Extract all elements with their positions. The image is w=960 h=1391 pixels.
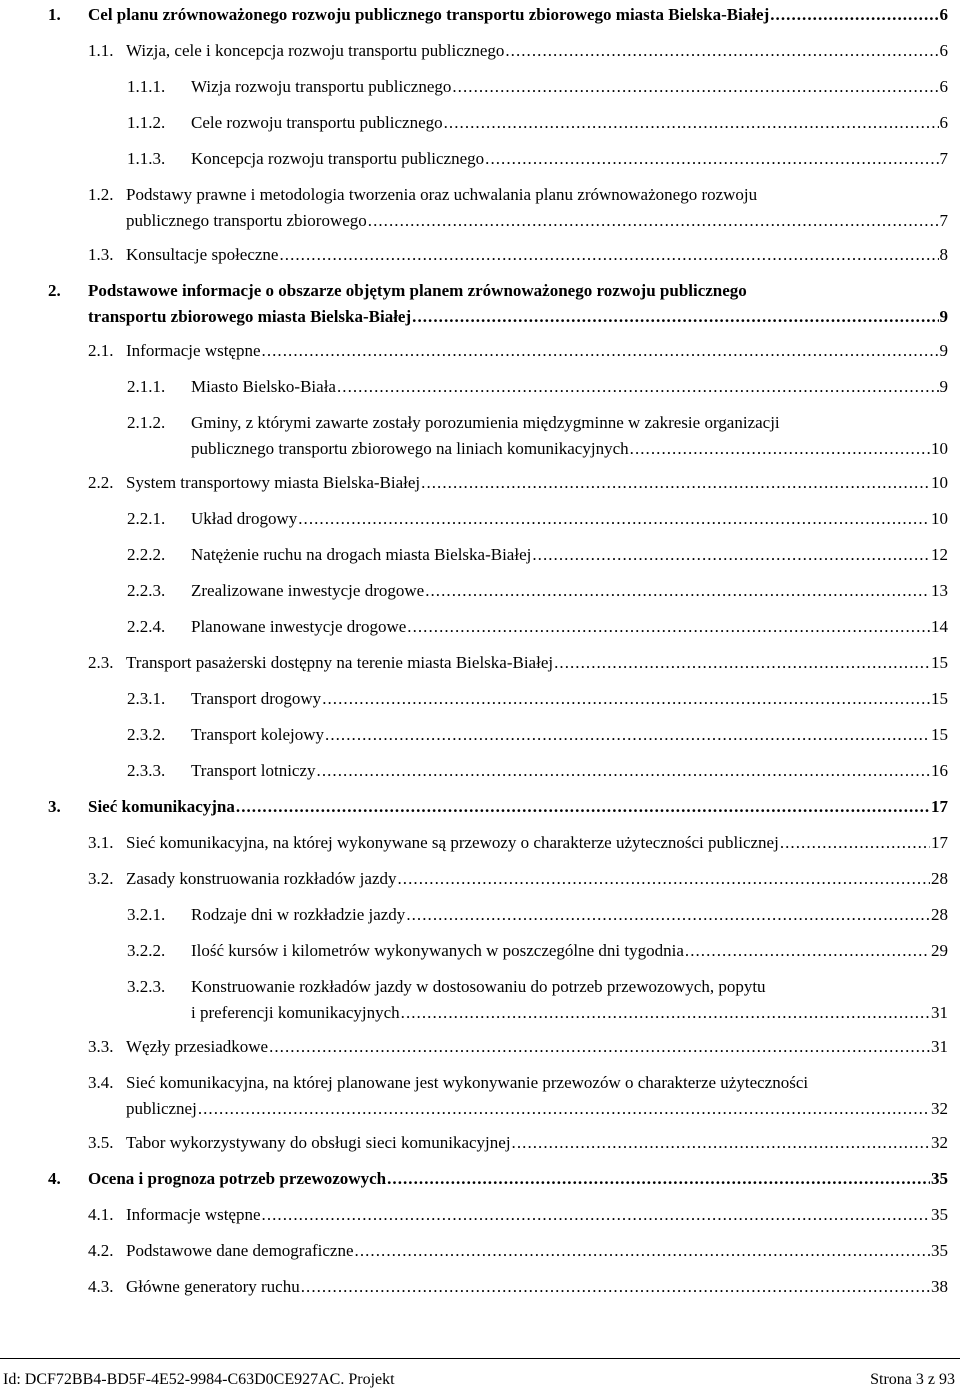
toc-entry[interactable] bbox=[88, 1034, 948, 1060]
toc-entry[interactable] bbox=[48, 1166, 948, 1192]
toc-entry-number: 1.1.1. bbox=[127, 77, 166, 96]
toc-entry-page: 14 bbox=[931, 617, 948, 636]
toc-entry[interactable] bbox=[88, 1070, 948, 1122]
toc-entry-title: Rodzaje dni w rozkładzie jazdy bbox=[191, 905, 406, 924]
toc-entry-page: 38 bbox=[931, 1277, 948, 1296]
toc-entry-number: 2.2.2. bbox=[127, 545, 166, 564]
toc-entry-page: 32 bbox=[931, 1099, 948, 1118]
toc-entry-number: 2.1.1. bbox=[127, 377, 166, 396]
dot-leader bbox=[421, 470, 930, 496]
toc-entry[interactable] bbox=[127, 374, 948, 400]
toc-entry-page: 6 bbox=[939, 5, 948, 24]
toc-entry-number: 1.1.2. bbox=[127, 113, 166, 132]
toc-entry-page: 31 bbox=[931, 1003, 948, 1022]
toc-entry-title: Konstruowanie rozkładów jazdy w dostosowaniu do potrzeb przewozowych, popytu bbox=[191, 977, 766, 996]
dot-leader bbox=[236, 794, 930, 820]
dot-leader bbox=[368, 208, 939, 234]
toc-entry-page: 7 bbox=[939, 149, 948, 168]
toc-entry-page: 10 bbox=[931, 439, 948, 458]
toc-entry-title: Sieć komunikacyjna, na której wykonywane są przewozy o charakterze użyteczności publicznej bbox=[126, 833, 779, 852]
toc-entry-page: 29 bbox=[931, 941, 948, 960]
toc-entry[interactable] bbox=[127, 542, 948, 568]
toc-entry-page: 28 bbox=[931, 905, 948, 924]
toc-entry-page: 32 bbox=[931, 1133, 948, 1152]
toc-entry-page: 10 bbox=[931, 473, 948, 492]
toc-entry-title: Cele rozwoju transportu publicznego bbox=[191, 113, 443, 132]
toc-entry-title: Informacje wstępne bbox=[126, 341, 261, 360]
toc-entry-page: 15 bbox=[931, 725, 948, 744]
toc-entry-number: 3.2.1. bbox=[127, 905, 166, 924]
toc-entry[interactable] bbox=[127, 110, 948, 136]
toc-entry[interactable] bbox=[88, 338, 948, 364]
toc-entry-page: 17 bbox=[931, 833, 948, 852]
toc-entry[interactable] bbox=[88, 182, 948, 234]
dot-leader bbox=[355, 1238, 930, 1264]
toc-entry-title-continued: transportu zbiorowego miasta Bielska-Białej bbox=[88, 307, 412, 326]
toc-entry-page: 10 bbox=[931, 509, 948, 528]
toc-entry-number: 4.3. bbox=[88, 1277, 114, 1296]
dot-leader bbox=[325, 722, 930, 748]
dot-leader bbox=[398, 866, 931, 892]
toc-entry-title: Konsultacje społeczne bbox=[126, 245, 279, 264]
toc-entry-title: System transportowy miasta Bielska-Białej bbox=[126, 473, 421, 492]
toc-entry-title: Zasady konstruowania rozkładów jazdy bbox=[126, 869, 397, 888]
dot-leader bbox=[269, 1034, 930, 1060]
toc-entry[interactable] bbox=[88, 242, 948, 268]
dot-leader bbox=[425, 578, 930, 604]
toc-entry-number: 1.3. bbox=[88, 245, 114, 264]
dot-leader bbox=[512, 1130, 930, 1156]
toc-entry-title: Zrealizowane inwestycje drogowe bbox=[191, 581, 425, 600]
toc-entry-title: Gminy, z którymi zawarte zostały porozumienia międzygminne w zakresie organizacji bbox=[191, 413, 780, 432]
dot-leader bbox=[317, 758, 930, 784]
toc-entry-title-continued: publicznej bbox=[126, 1099, 197, 1118]
toc-entry-number: 4. bbox=[48, 1169, 61, 1188]
toc-entry-number: 4.2. bbox=[88, 1241, 114, 1260]
dot-leader bbox=[685, 938, 930, 964]
dot-leader bbox=[301, 1274, 930, 1300]
toc-entry-number: 3.2. bbox=[88, 869, 114, 888]
toc-entry-title: Transport lotniczy bbox=[191, 761, 316, 780]
toc-entry-page: 9 bbox=[939, 377, 948, 396]
dot-leader bbox=[401, 1000, 930, 1026]
toc-entry[interactable] bbox=[127, 722, 948, 748]
toc-entry-number: 2.3.3. bbox=[127, 761, 166, 780]
toc-entry-title: Cel planu zrównoważonego rozwoju publicznego transportu zbiorowego miasta Bielska-Białej bbox=[88, 5, 770, 24]
toc-entry-number: 3.2.2. bbox=[127, 941, 166, 960]
toc-entry[interactable] bbox=[127, 902, 948, 928]
dot-leader bbox=[279, 242, 938, 268]
toc-entry-number: 1. bbox=[48, 5, 61, 24]
toc-entry[interactable] bbox=[127, 74, 948, 100]
toc-entry-page: 31 bbox=[931, 1037, 948, 1056]
toc-entry-title: Planowane inwestycje drogowe bbox=[191, 617, 407, 636]
toc-entry-page: 35 bbox=[931, 1169, 948, 1188]
toc-entry-page: 6 bbox=[939, 41, 948, 60]
dot-leader bbox=[262, 1202, 930, 1228]
toc-entry-number: 2.1.2. bbox=[127, 413, 166, 432]
toc-entry-number: 1.1. bbox=[88, 41, 114, 60]
toc-entry[interactable] bbox=[127, 938, 948, 964]
dot-leader bbox=[387, 1166, 930, 1192]
toc-entry-page: 15 bbox=[931, 653, 948, 672]
toc-entry[interactable] bbox=[48, 278, 948, 330]
dot-leader bbox=[407, 614, 930, 640]
toc-entry-title: Podstawowe informacje o obszarze objętym planem zrównoważonego rozwoju publicznego bbox=[88, 281, 747, 300]
dot-leader bbox=[337, 374, 939, 400]
toc-entry-number: 2.3.1. bbox=[127, 689, 166, 708]
toc-entry-title: Natężenie ruchu na drogach miasta Bielska-Białej bbox=[191, 545, 532, 564]
toc-entry[interactable] bbox=[48, 794, 948, 820]
toc-entry[interactable] bbox=[88, 650, 948, 676]
toc-entry[interactable] bbox=[88, 470, 948, 496]
toc-entry-title: Miasto Bielsko-Biała bbox=[191, 377, 336, 396]
toc-entry[interactable] bbox=[48, 2, 948, 28]
toc-entry[interactable] bbox=[88, 1274, 948, 1300]
dot-leader bbox=[198, 1096, 930, 1122]
toc-entry[interactable] bbox=[88, 1202, 948, 1228]
toc-entry-title: Tabor wykorzystywany do obsługi sieci komunikacyjnej bbox=[126, 1133, 511, 1152]
toc-entry-title: Transport drogowy bbox=[191, 689, 322, 708]
toc-entry-number: 2.2. bbox=[88, 473, 114, 492]
toc-entry-number: 2.1. bbox=[88, 341, 114, 360]
toc-entry-title-continued: i preferencji komunikacyjnych bbox=[191, 1003, 400, 1022]
toc-entry-title-continued: publicznego transportu zbiorowego bbox=[126, 211, 367, 230]
toc-entry-page: 16 bbox=[931, 761, 948, 780]
toc-entry[interactable] bbox=[88, 830, 948, 856]
dot-leader bbox=[505, 38, 938, 64]
dot-leader bbox=[412, 304, 938, 330]
dot-leader bbox=[322, 686, 930, 712]
toc-entry[interactable] bbox=[127, 686, 948, 712]
toc-entry[interactable] bbox=[88, 1130, 948, 1156]
toc-entry-number: 4.1. bbox=[88, 1205, 114, 1224]
dot-leader bbox=[630, 436, 930, 462]
footer-page-number: Strona 3 z 93 bbox=[870, 1371, 955, 1388]
toc-entry-number: 3.1. bbox=[88, 833, 114, 852]
toc-entry[interactable] bbox=[127, 410, 948, 462]
toc-entry-title: Sieć komunikacyjna bbox=[88, 797, 235, 816]
toc-entry-title: Podstawy prawne i metodologia tworzenia oraz uchwalania planu zrównoważonego rozwoju bbox=[126, 185, 758, 204]
toc-entry-page: 7 bbox=[939, 211, 948, 230]
toc-entry-page: 35 bbox=[931, 1241, 948, 1260]
toc-entry-page: 35 bbox=[931, 1205, 948, 1224]
toc-entry-title: Transport pasażerski dostępny na terenie miasta Bielska-Białej bbox=[126, 653, 554, 672]
toc-entry-number: 3.2.3. bbox=[127, 977, 166, 996]
toc-entry-number: 1.2. bbox=[88, 185, 114, 204]
toc-entry-page: 8 bbox=[939, 245, 948, 264]
footer-rule bbox=[0, 1358, 960, 1359]
toc-entry[interactable] bbox=[127, 506, 948, 532]
toc-entry[interactable] bbox=[88, 1238, 948, 1264]
toc-entry-page: 6 bbox=[939, 77, 948, 96]
toc-entry-page: 9 bbox=[939, 307, 948, 326]
toc-entry[interactable] bbox=[127, 974, 948, 1026]
toc-entry-page: 13 bbox=[931, 581, 948, 600]
toc-entry-page: 9 bbox=[939, 341, 948, 360]
toc-entry-number: 3.3. bbox=[88, 1037, 114, 1056]
toc-entry[interactable] bbox=[127, 614, 948, 640]
toc-entry-title: Sieć komunikacyjna, na której planowane jest wykonywanie przewozów o charakterze użyteczności bbox=[126, 1073, 809, 1092]
toc-entry-title: Transport kolejowy bbox=[191, 725, 325, 744]
toc-entry-page: 12 bbox=[931, 545, 948, 564]
dot-leader bbox=[780, 830, 930, 856]
toc-entry-title: Główne generatory ruchu bbox=[126, 1277, 300, 1296]
toc-entry-title: Informacje wstępne bbox=[126, 1205, 261, 1224]
toc-entry-title: Węzły przesiadkowe bbox=[126, 1037, 269, 1056]
dot-leader bbox=[485, 146, 938, 172]
toc-entry-title: Wizja, cele i koncepcja rozwoju transportu publicznego bbox=[126, 41, 505, 60]
toc-entry-number: 2.2.1. bbox=[127, 509, 166, 528]
toc-entry-page: 6 bbox=[939, 113, 948, 132]
toc-entry-number: 2.2.3. bbox=[127, 581, 166, 600]
toc-entry[interactable] bbox=[127, 758, 948, 784]
toc-entry-title: Koncepcja rozwoju transportu publicznego bbox=[191, 149, 485, 168]
toc-entry-title: Układ drogowy bbox=[191, 509, 298, 528]
toc-entry-number: 2.3. bbox=[88, 653, 114, 672]
toc-entry-number: 3. bbox=[48, 797, 61, 816]
dot-leader bbox=[444, 110, 939, 136]
toc-entry-title: Ocena i prognoza potrzeb przewozowych bbox=[88, 1169, 387, 1188]
toc-entry-title: Podstawowe dane demograficzne bbox=[126, 1241, 354, 1260]
toc-entry-page: 28 bbox=[931, 869, 948, 888]
toc-entry-number: 2.2.4. bbox=[127, 617, 166, 636]
dot-leader bbox=[298, 506, 930, 532]
dot-leader bbox=[406, 902, 930, 928]
toc-entry-number: 2.3.2. bbox=[127, 725, 166, 744]
dot-leader bbox=[452, 74, 938, 100]
dot-leader bbox=[554, 650, 930, 676]
toc-entry[interactable] bbox=[88, 38, 948, 64]
toc-entry-number: 2. bbox=[48, 281, 61, 300]
toc-entry-number: 3.5. bbox=[88, 1133, 114, 1152]
toc-entry[interactable] bbox=[127, 146, 948, 172]
footer-document-id: Id: DCF72BB4-BD5F-4E52-9984-C63D0CE927AC. Projekt bbox=[3, 1371, 395, 1388]
toc-entry-title-continued: publicznego transportu zbiorowego na liniach komunikacyjnych bbox=[191, 439, 629, 458]
dot-leader bbox=[262, 338, 939, 364]
toc-entry[interactable] bbox=[88, 866, 948, 892]
toc-entry[interactable] bbox=[127, 578, 948, 604]
toc-entry-page: 17 bbox=[931, 797, 948, 816]
page-footer bbox=[3, 1369, 955, 1391]
toc-entry-title: Ilość kursów i kilometrów wykonywanych w poszczególne dni tygodnia bbox=[191, 941, 684, 960]
dot-leader bbox=[770, 2, 938, 28]
toc-entry-number: 1.1.3. bbox=[127, 149, 166, 168]
toc-entry-number: 3.4. bbox=[88, 1073, 114, 1092]
toc-entry-page: 15 bbox=[931, 689, 948, 708]
dot-leader bbox=[532, 542, 930, 568]
toc-entry-title: Wizja rozwoju transportu publicznego bbox=[191, 77, 452, 96]
